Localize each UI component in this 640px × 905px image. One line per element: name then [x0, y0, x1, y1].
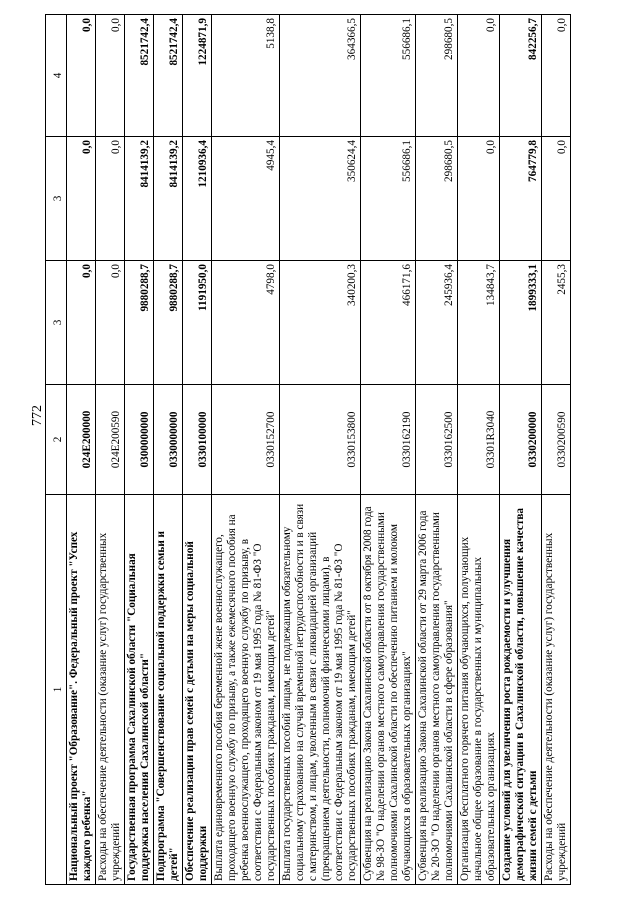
table-row — [212, 15, 280, 885]
row-value-3: 298680,5 — [416, 15, 458, 137]
table-row — [361, 15, 416, 885]
row-name: Субвенция на реализацию Закона Сахалинской области от 8 октября 2008 года № 98-ЗО "О наделении органов местного самоуправления государственными полномочиями Сахалинской области по обеспечению питанием и молоком обучающихся в образовательных организациях" — [361, 495, 416, 885]
header-col-5: 4 — [46, 15, 67, 137]
row-value-1: 1899333,1 — [500, 261, 542, 385]
row-value-1: 2455,3 — [542, 261, 571, 385]
table-row — [542, 15, 571, 885]
row-value-3: 1224871,9 — [183, 15, 212, 137]
row-value-1: 9880288,7 — [125, 261, 154, 385]
row-value-2: 298680,5 — [416, 137, 458, 261]
row-value-3: 0,0 — [458, 15, 500, 137]
header-col-3: 3 — [46, 261, 67, 385]
row-code: 0330200590 — [542, 385, 571, 495]
table-row — [154, 15, 183, 885]
row-value-1: 0,0 — [96, 261, 125, 385]
row-value-1: 9880288,7 — [154, 261, 183, 385]
row-code: 0300000000 — [125, 385, 154, 495]
row-value-3: 364366,5 — [280, 15, 361, 137]
row-code: 0330153800 — [280, 385, 361, 495]
header-row — [46, 15, 67, 885]
table-row — [183, 15, 212, 885]
table-row — [416, 15, 458, 885]
header-col-4: 3 — [46, 137, 67, 261]
row-value-3: 842256,7 — [500, 15, 542, 137]
row-value-2: 0,0 — [96, 137, 125, 261]
table-row — [96, 15, 125, 885]
row-value-2: 1210936,4 — [183, 137, 212, 261]
row-value-3: 8521742,4 — [154, 15, 183, 137]
table-row — [67, 15, 96, 885]
row-value-1: 4798,0 — [212, 261, 280, 385]
row-name: Создание условий для увеличения роста рождаемости и улучшения демографической ситуации в Сахалинской области, повышение качества жизни семей с детьми — [500, 495, 542, 885]
table-row — [458, 15, 500, 885]
header-col-1: 1 — [46, 495, 67, 885]
row-value-1: 134843,7 — [458, 261, 500, 385]
row-name: Государственная программа Сахалинской области "Социальная поддержка населения Сахалинской области" — [125, 495, 154, 885]
row-code: 0330000000 — [154, 385, 183, 495]
row-value-1: 245936,4 — [416, 261, 458, 385]
row-value-2: 556686,1 — [361, 137, 416, 261]
row-value-3: 556686,1 — [361, 15, 416, 137]
row-value-2: 764779,8 — [500, 137, 542, 261]
row-code: 0330162190 — [361, 385, 416, 495]
row-name: Национальный проект "Образование". Федеральный проект "Успех каждого ребенка" — [67, 495, 96, 885]
row-value-1: 466171,6 — [361, 261, 416, 385]
table-row — [280, 15, 361, 885]
row-name: Выплата государственных пособий лицам, не подлежащим обязательному социальному страхованию на случай временной нетрудоспособности и в связи с материнством, и лицам, уволенным в связи с ликвидацией организаций (прекращением деятельности, полномочий физическими лицами), в соответствии с Федеральным законом от 19 мая 1995 года № 81-ФЗ "О государственных пособиях гражданам, имеющим детей" — [280, 495, 361, 885]
row-value-3: 8521742,4 — [125, 15, 154, 137]
budget-table — [45, 14, 571, 885]
row-name: Организация бесплатного горячего питания обучающихся, получающих начальное общее образование в государственных и муниципальных образовательных организациях — [458, 495, 500, 885]
row-value-2: 350624,4 — [280, 137, 361, 261]
rotated-table-wrapper — [45, 15, 635, 885]
row-code: 0330162500 — [416, 385, 458, 495]
table-row — [125, 15, 154, 885]
row-value-3: 0,0 — [542, 15, 571, 137]
row-code: 024E200000 — [67, 385, 96, 495]
row-code: 024E200590 — [96, 385, 125, 495]
row-value-1: 1191950,0 — [183, 261, 212, 385]
row-name: Субвенция на реализацию Закона Сахалинской области от 29 марта 2006 года № 20-ЗО "О наделении органов местного самоуправления государственными полномочиями Сахалинской области в сфере образования" — [416, 495, 458, 885]
row-code: 03301R3040 — [458, 385, 500, 495]
row-name: Расходы на обеспечение деятельности (оказание услуг) государственных учреждений — [96, 495, 125, 885]
row-value-3: 0,0 — [67, 15, 96, 137]
row-value-3: 0,0 — [96, 15, 125, 137]
row-value-2: 8414139,2 — [154, 137, 183, 261]
row-name: Обеспечение реализации прав семей с детьми на меры социальной поддержки — [183, 495, 212, 885]
row-code: 0330200000 — [500, 385, 542, 495]
row-value-1: 0,0 — [67, 261, 96, 385]
row-name: Расходы на обеспечение деятельности (оказание услуг) государственных учреждений — [542, 495, 571, 885]
row-value-1: 340200,3 — [280, 261, 361, 385]
row-value-2: 0,0 — [542, 137, 571, 261]
row-code: 0330100000 — [183, 385, 212, 495]
page-number: 772 — [30, 405, 45, 426]
row-value-2: 0,0 — [458, 137, 500, 261]
row-value-2: 0,0 — [67, 137, 96, 261]
row-code: 0330152700 — [212, 385, 280, 495]
header-col-2: 2 — [46, 385, 67, 495]
row-name: Выплата единовременного пособия беременной жене военнослужащего, проходящего военную службу по призыву, а также ежемесячного пособия на ребенка военнослужащего, проходящего военную службу по призыву, в соответствии с Федеральным законом от 19 мая 1995 года № 81-ФЗ "О государственных пособиях гражданам, имеющим детей" — [212, 495, 280, 885]
row-value-3: 5138,8 — [212, 15, 280, 137]
row-value-2: 8414139,2 — [125, 137, 154, 261]
table-row — [500, 15, 542, 885]
row-value-2: 4945,4 — [212, 137, 280, 261]
row-name: Подпрограмма "Совершенствование социальной поддержки семьи и детей" — [154, 495, 183, 885]
